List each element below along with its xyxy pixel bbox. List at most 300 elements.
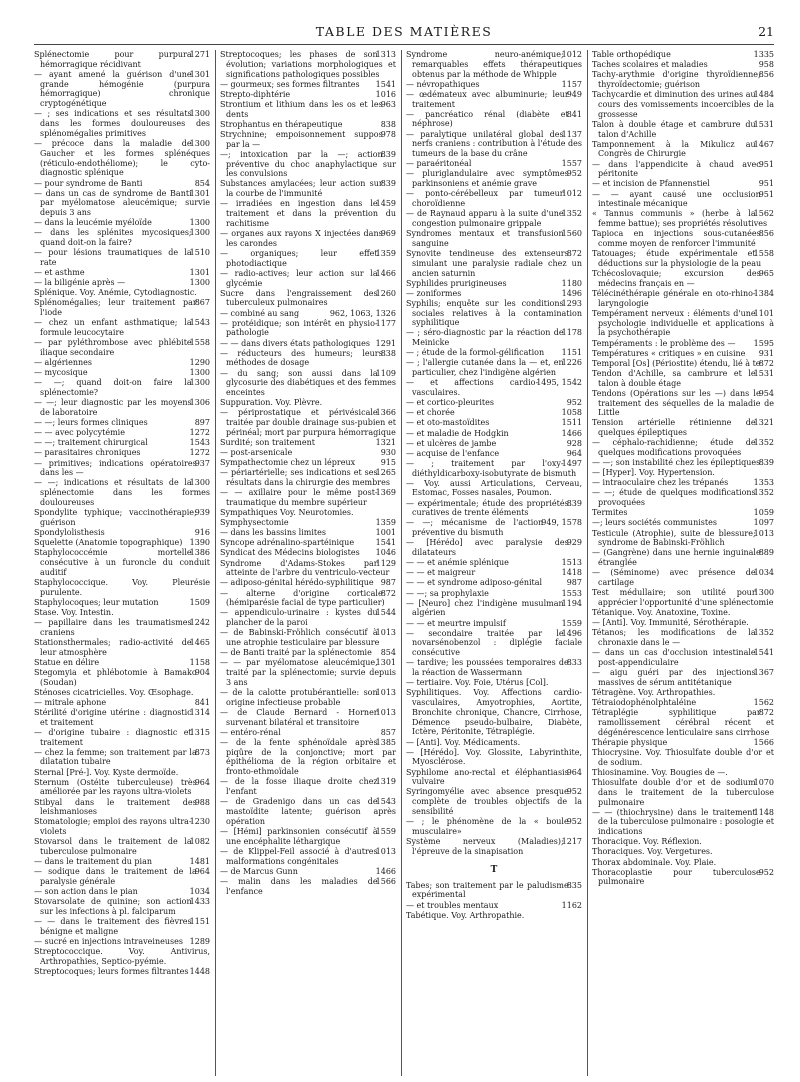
entry-text: — post-arsenicale <box>220 448 293 458</box>
index-entry <box>34 857 210 867</box>
entry-text: — appendiculo-urinaire : kystes du plancher de la paroi <box>220 608 378 628</box>
page-reference: 1466 <box>375 268 396 278</box>
entry-text: — gourmeux; ses formes filtrantes <box>220 79 360 89</box>
entry-text: — chez un enfant asthmatique; la formule leucocytaire <box>34 318 192 338</box>
page-reference: 1177 <box>375 318 396 328</box>
index-entry <box>406 289 582 299</box>
index-entry <box>220 408 396 437</box>
page-reference: 1390 <box>189 538 210 548</box>
index-entry <box>220 349 396 369</box>
entry-text: — et affections cardio-vasculaires. <box>406 378 539 398</box>
index-column-2 <box>220 50 396 1076</box>
entry-text: — zoniformes <box>406 288 462 298</box>
index-entry <box>406 911 582 921</box>
index-entry <box>592 837 774 847</box>
index-entry <box>34 658 210 668</box>
page-reference: 1082 <box>189 837 210 847</box>
index-entry <box>220 319 396 339</box>
entry-text: Syndrome neuro-anémique; remarquables effets thérapeutiques obtenus par la méthode de Whipple <box>406 50 582 79</box>
entry-text: — et troubles mentaux <box>406 900 499 910</box>
page-reference: 952 <box>566 169 582 179</box>
index-entry <box>34 548 210 577</box>
page-reference: 1543 <box>189 438 210 448</box>
page-reference: 1448 <box>189 967 210 977</box>
page-title: TABLE DES MATIÈRES <box>315 24 493 39</box>
index-entry <box>220 199 396 228</box>
page-reference: 1129 <box>375 558 396 568</box>
index-entry <box>406 901 582 911</box>
index-entry <box>406 738 582 748</box>
index-entry <box>220 508 396 518</box>
entry-text: Taches scolaires et maladies <box>592 60 708 70</box>
page-reference: 1321 <box>753 418 774 428</box>
page-reference: 1226 <box>561 358 582 368</box>
page-reference: 963 <box>380 99 396 109</box>
entry-text: Synovite tendineuse des extenseurs simulant une paralysie radiale chez un ancien saturnin <box>406 248 582 278</box>
index-entry <box>592 847 774 857</box>
entry-text: — ; l'allergie cutanée dans la — et, en particulier, chez l'indigène algérien <box>406 358 564 378</box>
page-reference: 1013 <box>375 846 396 856</box>
index-entry <box>220 458 396 468</box>
page-reference: 1484 <box>753 90 774 100</box>
entry-text: Thérapie physique <box>592 737 668 747</box>
page-reference: 1560 <box>561 229 582 239</box>
entry-text: Splénectomie pour purpura hémorragique récidivant <box>34 50 192 69</box>
index-entry <box>406 169 582 189</box>
page-reference: 951 <box>758 179 774 189</box>
entry-text: — organiques; leur effet photodiactique <box>220 248 378 268</box>
entry-text: — dans la leucémie myéloïde <box>34 218 152 228</box>
index-entry <box>406 538 582 558</box>
page-reference: 838 <box>380 348 396 358</box>
entry-text: Sternum (Ostéite tuberculeuse) très améliorée par les rayons ultra-violets <box>34 777 197 797</box>
index-entry <box>34 967 210 977</box>
page-reference: 964 <box>194 867 210 877</box>
page-reference: 929 <box>566 538 582 548</box>
page-reference: 1541 <box>375 79 396 89</box>
page-reference: 1352 <box>753 488 774 498</box>
entry-text: — alterne d'origine corticale (hémiparésie facial de type particulier) <box>220 588 385 608</box>
index-entry <box>592 70 774 90</box>
entry-text: Températures « critiques » en cuisine <box>592 348 746 358</box>
entry-text: Spondylite typhique; vaccinothérapie; guérison <box>34 508 197 527</box>
page-reference: 1300 <box>189 278 210 288</box>
index-entry <box>406 837 582 857</box>
entry-text: Syndromes mentaux et transfusion sanguine <box>406 229 564 248</box>
page-reference: 1059 <box>753 508 774 518</box>
entry-text: — — dans le traitement des fièvres bénigne et maligne <box>34 917 192 936</box>
entry-text: Splénomégalies; leur traitement par l'iode <box>34 298 197 318</box>
index-entry <box>34 618 210 638</box>
entry-text: Système nerveux (Maladies); l'épreuve de la sinapisation <box>406 837 564 856</box>
page-reference: 1137 <box>561 129 582 139</box>
page-reference: 872 <box>758 708 774 718</box>
page-reference: 1290 <box>189 358 210 368</box>
index-entry <box>220 90 396 100</box>
page-reference: 1151 <box>561 348 582 358</box>
page-reference: 939 <box>194 508 210 518</box>
index-entry <box>220 468 396 488</box>
page-reference: 1544 <box>375 608 396 618</box>
entry-text: Stase. Voy. Intestin. <box>34 607 114 617</box>
index-entry <box>406 378 582 398</box>
entry-text: — combiné au sang <box>220 308 300 318</box>
entry-text: — algériennes <box>34 358 92 368</box>
entry-text: — mitrale aphone <box>34 697 107 707</box>
page-reference: 1418 <box>561 568 582 578</box>
index-entry <box>220 488 396 508</box>
column-divider <box>401 50 402 1076</box>
entry-text: — paralytique unilatéral global des nerfs craniens : contribution à l'étude des tumeurs de la base du crâne <box>406 129 582 159</box>
page-reference: 937 <box>194 458 210 468</box>
page-reference: 1553 <box>561 588 582 598</box>
index-entry <box>34 338 210 358</box>
page-reference: 904 <box>194 667 210 677</box>
index-entry <box>34 318 210 338</box>
entry-text: Tamponnement à la Mikulicz au Congrès de Chirurgie <box>592 139 756 159</box>
entry-text: Streptococcique. Voy. Antivirus, Arthropathies, Septico-pyémie. <box>34 947 210 966</box>
entry-text: — dans les bassins limites <box>220 528 326 538</box>
page-reference: 1272 <box>189 448 210 458</box>
entry-text: Stationsthermales; radio-activité de leur atmosphère <box>34 637 192 657</box>
page-reference: 1306 <box>189 398 210 408</box>
entry-text: — —; mécanisme de l'action préventive du bismuth <box>406 518 544 538</box>
entry-text: — sucré en injections intraveineuses <box>34 937 183 947</box>
index-columns <box>34 50 774 1076</box>
page-reference: 1353 <box>753 478 774 488</box>
page-reference: 889 <box>758 548 774 558</box>
index-entry <box>34 248 210 268</box>
index-entry <box>592 858 774 868</box>
index-entry <box>220 398 396 408</box>
entry-text: — primitives; indications opératoires dans les — <box>34 458 197 478</box>
entry-text: Symphysectomie <box>220 518 289 528</box>
entry-text: — périartérielle; ses indications et ses résultats dans la chirurgie des membres <box>220 468 390 488</box>
index-entry <box>592 309 774 338</box>
page-reference: 1301 <box>189 268 210 278</box>
entry-text: — dans l'appendicite à chaud avec péritonite <box>592 159 761 179</box>
entry-text: Stegomyia et phlébotomie à Bamako (Soudan) <box>34 667 197 687</box>
page-reference: 1595 <box>753 338 774 348</box>
index-entry <box>34 109 210 138</box>
page-reference: 1157 <box>561 79 582 89</box>
entry-text: Syphilides prurigineuses <box>406 278 507 288</box>
entry-text: — —; quand doit-on faire la splénectomie? <box>34 378 192 398</box>
entry-text: — malin dans les maladies de l'enfance <box>220 876 378 896</box>
page-reference: 964 <box>566 767 582 777</box>
entry-text: Syphilis; enquête sur les conditions sociales relatives à la contamination syphilitique <box>406 298 582 328</box>
entry-text: — et incision de Pfannenstiel <box>592 179 710 189</box>
index-entry <box>34 578 210 598</box>
entry-text: — — et maigreur <box>406 568 476 578</box>
index-entry <box>220 688 396 708</box>
index-entry <box>34 448 210 458</box>
index-entry <box>34 179 210 189</box>
index-entry <box>34 538 210 548</box>
index-entry <box>34 418 210 428</box>
entry-text: Strophantus en thérapeutique <box>220 119 343 129</box>
index-entry <box>220 777 396 797</box>
entry-text: — parasitaires chroniques <box>34 448 141 458</box>
entry-text: Sucre dans l'engraissement des tuberculeux pulmonaires <box>220 288 378 308</box>
column-divider <box>215 50 216 1076</box>
page-reference: 1510 <box>189 248 210 258</box>
page-reference: 964 <box>566 448 582 458</box>
entry-text: — de Raynaud apparu à la suite d'une congestion pulmonaire grippale <box>406 209 564 228</box>
page-reference: 1497 <box>561 458 582 468</box>
entry-text: — secondaire traitée par le novarsénobenzol : diplégie faciale consécutive <box>406 628 582 658</box>
page-reference: 1034 <box>753 568 774 578</box>
index-entry <box>592 120 774 140</box>
page-reference: 1466 <box>375 866 396 876</box>
index-entry <box>34 598 210 608</box>
entry-text: Stovarsol dans le traitement de la tuberculose pulmonaire <box>34 837 192 857</box>
index-entry <box>406 578 582 588</box>
index-entry <box>406 678 582 688</box>
index-entry <box>34 189 210 218</box>
entry-text: — chez la femme; son traitement par la dilatation tubaire <box>34 747 197 767</box>
entry-text: Stomatologie; emploi des rayons ultra-violets <box>34 817 192 837</box>
page-reference: 1559 <box>561 618 582 628</box>
index-entry <box>34 50 210 70</box>
entry-text: — et ulcères de jambe <box>406 438 497 448</box>
index-entry <box>34 298 210 318</box>
index-entry <box>592 369 774 389</box>
index-entry <box>406 398 582 408</box>
page-reference: 1101 <box>753 308 774 318</box>
index-entry <box>34 398 210 418</box>
page-reference: 1300 <box>189 378 210 388</box>
index-entry <box>406 159 582 169</box>
page-number: 21 <box>758 24 774 39</box>
index-entry <box>406 748 582 768</box>
entry-text: — ponto-cérébelleux par tumeur choroïdienne <box>406 189 564 209</box>
entry-text: Sympathiques Voy. Neurotomies. <box>220 508 354 518</box>
index-entry <box>592 468 774 478</box>
entry-text: Strepto-diphtérie <box>220 89 291 99</box>
entry-text: — ; le phénomène de la « boule musculaire» <box>406 817 569 836</box>
entry-text: Talon à double étage et cambrure du talon d'Achille <box>592 119 756 139</box>
page-reference: 856 <box>758 70 774 80</box>
page-reference: 1386 <box>189 548 210 558</box>
entry-text: — [Hérédo]. Voy. Glossite, Labyrinthite, Myosclérose. <box>406 747 582 767</box>
page-reference: 1012 <box>561 189 582 199</box>
index-entry <box>592 359 774 369</box>
page-reference: 873 <box>194 747 210 757</box>
index-entry <box>592 778 774 807</box>
index-entry <box>592 529 774 549</box>
page-reference: 1301 <box>189 69 210 79</box>
index-entry <box>592 708 774 737</box>
entry-text: Tétanique. Voy. Anatoxine, Toxine. <box>592 608 731 618</box>
index-entry <box>220 249 396 269</box>
page-reference: 1562 <box>753 209 774 219</box>
page-reference: 1513 <box>561 558 582 568</box>
entry-text: — —; traitement chirurgical <box>34 438 148 448</box>
index-entry <box>592 668 774 688</box>
index-entry <box>34 428 210 438</box>
page-reference: 854 <box>194 178 210 188</box>
index-entry <box>220 229 396 249</box>
index-entry <box>34 278 210 288</box>
page-reference: 1271 <box>189 50 210 59</box>
index-entry <box>220 867 396 877</box>
index-entry <box>406 599 582 619</box>
page-reference: 841 <box>566 109 582 119</box>
entry-text: — pluriglandulaire avec symptômes parkinsoniens et anémie grave <box>406 169 569 189</box>
entry-text: Tabétique. Voy. Arthropathie. <box>406 910 525 920</box>
entry-text: — précoce dans la maladie de Gaucher et les formes splénéques (réticulo-endothéliome); le cyto-diagnostic splénique <box>34 139 210 178</box>
index-entry <box>592 289 774 309</box>
entry-text: — Voy. aussi Articulations, Cerveau, Estomac, Fosses nasales, Poumon. <box>406 478 582 498</box>
entry-text: Tapioca en injections sous-cutanées comme moyen de renforcer l'immunité <box>592 229 761 249</box>
page-reference: 1541 <box>753 648 774 658</box>
page-reference: 872 <box>566 248 582 258</box>
entry-text: Tchécoslovaquie; excursion des médecins français en — <box>592 269 761 288</box>
index-entry <box>34 947 210 967</box>
index-entry <box>406 358 582 378</box>
entry-text: Tempérament nerveux : éléments d'une psychologie individuelle et applications à la psychothérapie <box>592 308 774 338</box>
index-entry <box>220 50 396 79</box>
index-entry <box>592 768 774 778</box>
entry-text: — paraéritonéal <box>406 159 472 169</box>
section-letter: T <box>490 864 498 875</box>
index-entry <box>592 140 774 160</box>
entry-text: Splénique. Voy. Anémie, Cytodiagnostic. <box>34 288 197 298</box>
index-entry <box>592 508 774 518</box>
index-entry <box>34 288 210 298</box>
entry-text: — — avec polycytémie <box>34 428 125 438</box>
page-reference: 839 <box>758 458 774 468</box>
index-entry <box>34 638 210 658</box>
entry-text: — d'origine tubaire : diagnostic et traitement <box>34 727 192 747</box>
entry-text: — de la calotte protubérantielle: son origine infectieuse probable <box>220 687 378 707</box>
entry-text: Substances amylacées; leur action sur la courbe de l'immunité <box>220 179 383 199</box>
index-entry <box>406 348 582 358</box>
entry-text: — adiposo-génital hérédo-syphilitique <box>220 578 374 588</box>
index-entry <box>592 389 774 418</box>
entry-text: — dans le traitement du pian <box>34 857 153 867</box>
page-reference: 835 <box>566 880 582 890</box>
entry-text: Tachy-arythmie d'origine thyroïdienne; thyroïdectomie; guérison <box>592 70 761 89</box>
page-reference: 1158 <box>189 657 210 667</box>
entry-text: — [Anti]. Voy. Médicaments. <box>406 737 521 747</box>
page-reference: 987 <box>380 578 396 588</box>
index-entry <box>406 328 582 348</box>
entry-text: Télécinéthérapie générale en oto-rhino-laryngologie <box>592 288 756 308</box>
page-reference: 987 <box>566 578 582 588</box>
index-entry <box>406 209 582 229</box>
entry-text: — — dans divers états pathologiques <box>220 338 371 348</box>
entry-text: Tatouages; étude expérimentale et déductions sur la physiologie de la peau <box>592 249 762 268</box>
index-entry <box>592 438 774 458</box>
index-entry <box>592 339 774 349</box>
page-reference: 1511 <box>561 418 582 428</box>
index-entry <box>34 478 210 507</box>
page-reference: 1467 <box>753 139 774 149</box>
entry-text: — dans un cas d'occlusion intestinale post-appendiculaire <box>592 648 756 667</box>
page-reference: 1531 <box>753 368 774 378</box>
entry-text: Staphylococcique. Voy. Pleurésie purulente. <box>34 577 210 597</box>
page-reference: 1013 <box>375 687 396 697</box>
entry-text: Suppuration. Voy. Plèvre. <box>220 398 323 408</box>
index-entry <box>220 877 396 897</box>
page-reference: 1012 <box>561 50 582 59</box>
page-reference: 839 <box>380 179 396 189</box>
index-entry <box>34 668 210 688</box>
entry-text: — aigu guéri par des injections massives de sérum antitétanique <box>592 668 756 687</box>
page-reference: 951 <box>758 189 774 199</box>
entry-text: Tension artérielle rétinienne de quelques épileptiques <box>592 418 756 438</box>
entry-text: — —; étude de quelques modifications provoquées <box>592 488 756 508</box>
index-entry <box>406 768 582 788</box>
index-entry <box>406 479 582 499</box>
entry-text: Syncope adrénalino-spartéinique <box>220 538 355 548</box>
index-entry <box>592 229 774 249</box>
page-reference: 988 <box>194 797 210 807</box>
index-entry <box>592 618 774 628</box>
index-entry <box>220 528 396 538</box>
index-entry <box>592 608 774 618</box>
entry-text: Spondylolisthesis <box>34 527 105 537</box>
entry-text: — irradiées en ingestion dans le traitement et dans la prévention du rachitisme <box>220 199 396 228</box>
page-reference: 872 <box>758 358 774 368</box>
entry-text: Sténoses cicatricielles. Voy. Œsophage. <box>34 687 194 697</box>
page-reference: 1335 <box>753 50 774 59</box>
index-entry <box>592 349 774 359</box>
page-reference: 952 <box>566 398 582 408</box>
page-reference: 1300 <box>753 588 774 598</box>
entry-text: — par pyléthrombose avec phlébite iliaque secondaire <box>34 338 192 358</box>
entry-text: — protéidique; son intérêt en physio-pathologie <box>220 318 378 338</box>
page-reference: 1321 <box>375 438 396 448</box>
index-entry <box>592 698 774 708</box>
page-reference: 1496 <box>561 288 582 298</box>
index-entry <box>220 827 396 847</box>
page-reference: 928 <box>566 438 582 448</box>
page-reference: 1265 <box>375 468 396 478</box>
page-reference: 839 <box>380 149 396 159</box>
index-entry <box>34 708 210 728</box>
page-reference: 1162 <box>561 900 582 910</box>
page-reference: 1466 <box>561 428 582 438</box>
index-entry <box>34 748 210 768</box>
entry-text: — et asthme <box>34 268 85 278</box>
index-entry <box>34 837 210 857</box>
entry-text: Syndicat des Médecins biologistes <box>220 548 360 558</box>
entry-text: Stérilité d'origine utérine : diagnostic et traitement <box>34 707 192 727</box>
entry-text: Sympathectomie chez un lépreux <box>220 458 356 468</box>
entry-text: — dans les splénites mycosiques; quand doit-on la faire? <box>34 228 192 248</box>
index-entry <box>592 269 774 289</box>
index-entry <box>220 339 396 349</box>
index-entry <box>220 269 396 289</box>
index-entry <box>592 418 774 438</box>
index-entry <box>220 559 396 579</box>
index-entry <box>406 459 582 479</box>
index-entry <box>34 688 210 698</box>
index-entry <box>220 797 396 826</box>
index-entry <box>592 568 774 588</box>
index-entry <box>406 449 582 459</box>
page-reference: 857 <box>380 727 396 737</box>
index-entry <box>34 70 210 109</box>
page-reference: 1180 <box>561 278 582 288</box>
page-reference: 1531 <box>753 119 774 129</box>
entry-text: — de Klippel-Feil associé à d'autres malformations congénitales <box>220 846 378 866</box>
index-entry <box>406 110 582 130</box>
entry-text: Tabes; son traitement par le paludisme expérimental <box>406 880 569 900</box>
